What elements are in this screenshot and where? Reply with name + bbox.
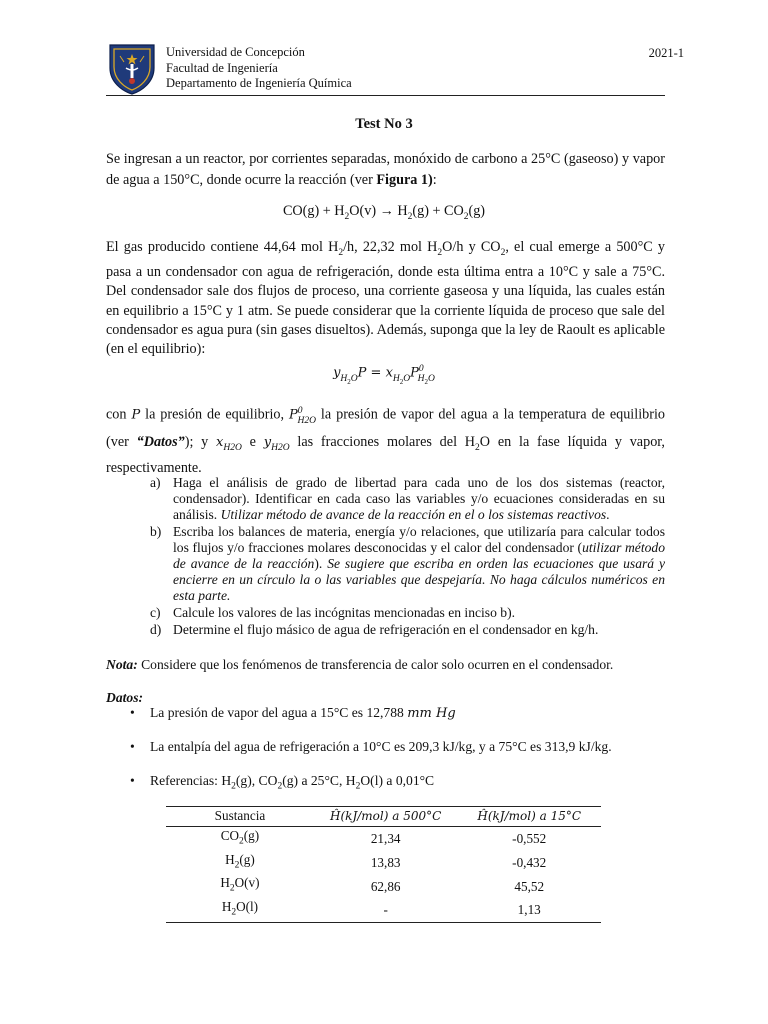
para3-text: las fracciones molares del H bbox=[289, 433, 476, 450]
para2-text: /h, 22,32 mol H bbox=[343, 239, 438, 255]
question-label: c) bbox=[150, 605, 161, 620]
substance-cell bbox=[166, 898, 314, 922]
reaction-sub: 2 bbox=[344, 211, 350, 222]
university-name: Universidad de Concepción bbox=[166, 45, 305, 59]
eq-sub: 2 bbox=[399, 377, 404, 386]
para3-symbol: P bbox=[289, 407, 298, 423]
list-item bbox=[130, 705, 456, 721]
reaction-part: (g) + CO bbox=[412, 203, 464, 219]
substance-cell bbox=[166, 827, 314, 851]
h15-cell: 1,13 bbox=[457, 898, 601, 922]
list-item bbox=[130, 773, 434, 792]
para3-text: la presión de equilibrio, bbox=[140, 406, 289, 423]
bullet-text: La entalpía del agua de refrigeración a 10°C es 209,3 kJ/kg, y a 75°C es 313,9 kJ/kg. bbox=[150, 739, 612, 754]
para2-sub: 2 bbox=[500, 247, 506, 258]
substance-sub: 2 bbox=[231, 907, 237, 918]
eq-sub: O bbox=[428, 373, 435, 384]
question-italic: Se sugiere que escriba en orden las ecuaciones que usará y encierre en un círculo la o las variables que despejaría. No haga cálculos numéricos en esta parte. bbox=[173, 556, 666, 603]
para2-text: , el cual emerge a 500°C y pasa a un condensador con agua de refrigeración, donde esta última entra a 10°C y sale a 75°C. Del condensador sale dos flujos de proceso, una corriente gaseosa y una líquida, las cuales están en equilibrio a 15°C y 1 atm. Se puede considerar que la corriente líquida de proceso que sale del condensador es agua pura (sin gases disueltos). Además, suponga que la ley de Raoult es aplicable (en el equilibrio): bbox=[106, 239, 666, 358]
substance-phase: (g) bbox=[239, 851, 255, 867]
substance-sub: 2 bbox=[239, 836, 244, 847]
bullet-text: O(l) a 0,01°C bbox=[360, 773, 435, 788]
table-row bbox=[166, 874, 601, 898]
bullet-text: (g), CO bbox=[235, 773, 278, 788]
para2-text: El gas producido contiene 44,64 mol H bbox=[106, 239, 339, 255]
university-shield-logo bbox=[106, 42, 158, 96]
bullet-icon: • bbox=[130, 739, 135, 754]
h15-cell: 45,52 bbox=[514, 878, 545, 894]
substance-cell bbox=[166, 851, 314, 875]
substance-sub: 2 bbox=[234, 860, 240, 871]
substance-cell bbox=[166, 874, 314, 898]
para3-sup: 0 bbox=[297, 406, 303, 416]
h15-cell: -0,552 bbox=[512, 831, 547, 847]
bullet-sub: 2 bbox=[277, 781, 283, 792]
para3-sub: H2O bbox=[271, 442, 290, 453]
bullet-text: Referencias: H bbox=[150, 773, 232, 788]
list-item bbox=[130, 739, 612, 755]
question-tail: ). bbox=[314, 556, 328, 571]
list-item bbox=[150, 605, 665, 621]
department-name: Departamento de Ingeniería Química bbox=[166, 76, 352, 90]
eq-sub: 2 bbox=[424, 377, 429, 386]
question-label: b) bbox=[150, 524, 162, 539]
intro-colon: : bbox=[432, 171, 437, 188]
bullet-sub: 2 bbox=[231, 781, 236, 792]
table-row bbox=[166, 851, 601, 875]
questions-list bbox=[150, 475, 665, 639]
para3-text: e bbox=[241, 433, 264, 450]
h500-cell: - bbox=[314, 898, 458, 922]
para3-sub: H2O bbox=[297, 415, 316, 426]
eq-symbol: P bbox=[410, 365, 419, 381]
reaction-part: O(v) → H bbox=[349, 203, 408, 219]
para3-text: la presión de vapor del agua a la temperatura de equilibrio (ver bbox=[106, 406, 665, 450]
eq-sup: 0 bbox=[418, 364, 424, 374]
note-label: Nota: bbox=[106, 657, 138, 672]
eq-symbol: y bbox=[333, 365, 341, 381]
list-item bbox=[150, 622, 665, 638]
reaction-part: (g) bbox=[468, 203, 486, 219]
question-italic: utilizar método de avance de la reacción bbox=[173, 540, 666, 571]
bullet-icon: • bbox=[130, 705, 135, 720]
para3-sub: H2O bbox=[223, 442, 242, 453]
bullet-text: (g) a 25°C, H bbox=[282, 773, 356, 788]
list-item bbox=[150, 475, 665, 523]
reaction-part: CO(g) + H bbox=[282, 203, 345, 219]
header-institution-block bbox=[166, 45, 352, 92]
bullet-text: La presión de vapor del agua a 15°C es 12,788 bbox=[150, 705, 408, 720]
para3-text: con bbox=[106, 406, 132, 423]
datos-reference: “Datos” bbox=[136, 433, 185, 450]
question-text bbox=[173, 524, 665, 604]
substance-name: H bbox=[225, 851, 235, 867]
column-header: Sustancia bbox=[166, 807, 314, 827]
para3-text: O en la fase líquida y vapor, respectivamente. bbox=[106, 433, 665, 477]
h15-cell: -0,432 bbox=[512, 854, 547, 870]
process-description-paragraph bbox=[106, 238, 665, 360]
list-item bbox=[150, 524, 665, 604]
para3-symbol: P bbox=[131, 407, 141, 423]
substance-phase: (g) bbox=[243, 828, 260, 843]
question-body: Escriba los balances de materia, energía y/o relaciones, que utilizaría para calcular todos los flujos y/o fracciones molares desconocidas y el calor del condensador ( bbox=[173, 524, 665, 555]
question-body: Haga el análisis de grado de libertad para cada uno de los dos sistemas (reactor, condensador). Identificar en cada caso las variables y/o ecuaciones consideradas en su análisis. bbox=[173, 475, 665, 522]
question-italic: Utilizar método de avance de la reacción en el o los sistemas reactivos bbox=[220, 507, 607, 522]
bullet-sub: 2 bbox=[355, 781, 361, 792]
semester-label: 2021-1 bbox=[648, 46, 684, 60]
intro-paragraph bbox=[106, 149, 665, 190]
para2-sub: 2 bbox=[338, 247, 344, 258]
column-header: Ĥ(kJ/mol) a 500°C bbox=[314, 807, 458, 827]
faculty-name: Facultad de Ingeniería bbox=[166, 60, 278, 75]
substance-sub: 2 bbox=[229, 883, 235, 894]
variables-explanation-paragraph bbox=[106, 401, 665, 479]
reaction-sub: 2 bbox=[407, 211, 413, 222]
substance-phase: O(l) bbox=[236, 898, 259, 914]
table-row bbox=[166, 898, 601, 922]
table-row bbox=[166, 827, 601, 851]
para2-sub: 2 bbox=[437, 247, 443, 258]
para3-symbol: y bbox=[263, 434, 272, 450]
raoult-law-equation bbox=[0, 364, 768, 385]
eq-sub: 2 bbox=[347, 377, 351, 386]
para3-text: ); y bbox=[184, 433, 217, 450]
question-label: a) bbox=[150, 475, 161, 490]
reaction-sub: 2 bbox=[463, 211, 469, 222]
column-header: Ĥ(kJ/mol) a 15°C bbox=[457, 807, 601, 827]
eq-sub: H bbox=[417, 373, 425, 384]
eq-sub: H bbox=[392, 373, 400, 384]
bullet-icon: • bbox=[130, 773, 135, 788]
substance-name: H bbox=[221, 898, 232, 914]
question-text: Calcule los valores de las incógnitas mencionadas en inciso b). bbox=[173, 605, 516, 620]
substance-name: CO bbox=[220, 828, 240, 843]
question-label: d) bbox=[150, 622, 162, 637]
para3-sub: 2 bbox=[475, 442, 480, 453]
bullet-unit: mm Hg bbox=[407, 706, 456, 721]
eq-sub: H bbox=[340, 373, 348, 384]
reaction-equation bbox=[0, 203, 768, 222]
page-title: Test No 3 bbox=[355, 116, 413, 132]
enthalpy-table bbox=[166, 806, 601, 923]
h500-cell: 21,34 bbox=[370, 831, 401, 847]
table-header-row bbox=[166, 807, 601, 827]
eq-symbol: P = x bbox=[357, 365, 393, 381]
h500-cell: 62,86 bbox=[370, 878, 401, 894]
para2-text: O/h y CO bbox=[442, 239, 501, 255]
figure-reference: Figura 1) bbox=[376, 171, 433, 188]
note-text: Considere que los fenómenos de transferencia de calor solo ocurren en el condensador. bbox=[137, 657, 614, 672]
eq-sub: O bbox=[350, 373, 358, 384]
header-divider bbox=[106, 95, 665, 96]
eq-sub: O bbox=[403, 373, 411, 384]
substance-name: H bbox=[220, 875, 230, 891]
h500-cell: 13,83 bbox=[370, 854, 401, 870]
datos-label: Datos: bbox=[106, 690, 144, 705]
substance-phase: O(v) bbox=[234, 875, 260, 891]
note-paragraph bbox=[106, 655, 665, 676]
intro-text: Se ingresan a un reactor, por corrientes separadas, monóxido de carbono a 25°C (gaseoso) y vapor de agua a 150°C, donde ocurre la reacción (ver bbox=[106, 151, 665, 188]
question-text: Determine el flujo másico de agua de refrigeración en el condensador en kg/h. bbox=[173, 622, 599, 637]
para3-symbol: x bbox=[216, 434, 224, 450]
question-tail: . bbox=[606, 507, 610, 522]
question-text bbox=[173, 475, 665, 523]
